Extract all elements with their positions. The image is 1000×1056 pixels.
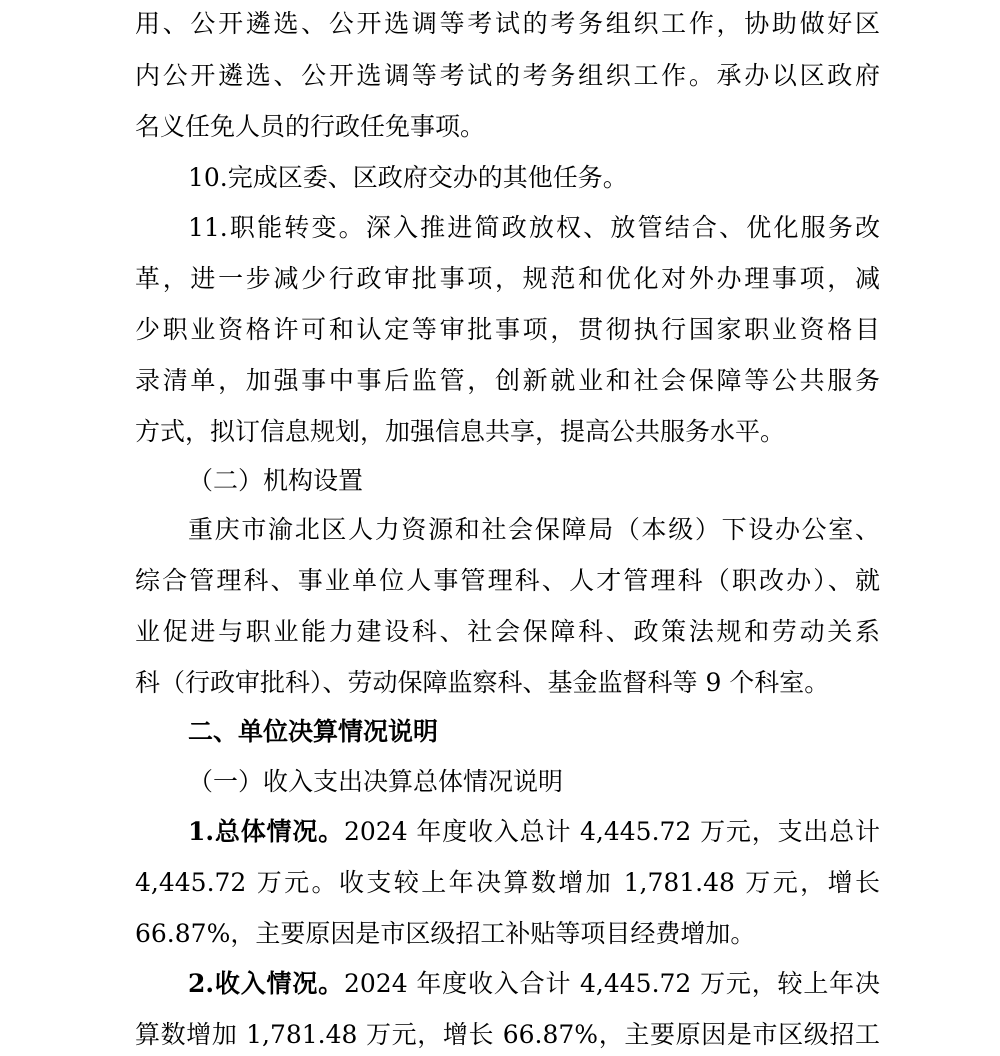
chapter-heading: 二、单位决算情况说明 (188, 717, 439, 746)
body-line: 10.完成区委、区政府交办的其他任务。 (188, 163, 628, 192)
body-line: 业促进与职业能力建设科、社会保障科、政策法规和劳动关系 (135, 617, 880, 646)
body-line: 4,445.72 万元。收支较上年决算数增加 1,781.48 万元，增长 (135, 868, 880, 897)
body-line: 内公开遴选、公开选调等考试的考务组织工作。承办以区政府 (135, 61, 880, 90)
paragraph-total-line-1 (188, 814, 880, 850)
body-line: 用、公开遴选、公开选调等考试的考务组织工作，协助做好区 (135, 9, 880, 38)
paragraph-lead: 2.收入情况。 (188, 969, 344, 998)
body-line: 少职业资格许可和认定等审批事项，贯彻执行国家职业资格目 (135, 315, 880, 344)
body-line: 重庆市渝北区人力资源和社会保障局（本级）下设办公室、 (188, 515, 880, 544)
body-line: 科（行政审批科）、劳动保障监察科、基金监督科等 9 个科室。 (135, 668, 830, 697)
section-heading: （一）收入支出决算总体情况说明 (188, 767, 564, 796)
paragraph-text: 2024 年度收入合计 4,445.72 万元，较上年决 (343, 969, 880, 998)
paragraph-lead: 1.总体情况。 (188, 817, 344, 846)
body-line: 算数增加 1,781.48 万元，增长 66.87%，主要原因是市区级招工 (135, 1020, 880, 1049)
body-line: 方式，拟订信息规划，加强信息共享，提高公共服务水平。 (135, 417, 786, 446)
paragraph-text: 2024 年度收入总计 4,445.72 万元，支出总计 (343, 817, 880, 846)
body-line: 11.职能转变。深入推进简政放权、放管结合、优化服务改 (188, 213, 880, 242)
section-heading: （二）机构设置 (188, 466, 364, 495)
body-line: 66.87%，主要原因是市区级招工补贴等项目经费增加。 (135, 919, 756, 948)
body-line: 录清单，加强事中事后监管，创新就业和社会保障等公共服务 (135, 366, 880, 395)
body-line: 综合管理科、事业单位人事管理科、人才管理科（职改办）、就 (135, 566, 880, 595)
body-line: 革，进一步减少行政审批事项，规范和优化对外办理事项，减 (135, 264, 880, 293)
body-line: 名义任免人员的行政任免事项。 (135, 112, 486, 141)
paragraph-income-line-1 (188, 966, 880, 1002)
